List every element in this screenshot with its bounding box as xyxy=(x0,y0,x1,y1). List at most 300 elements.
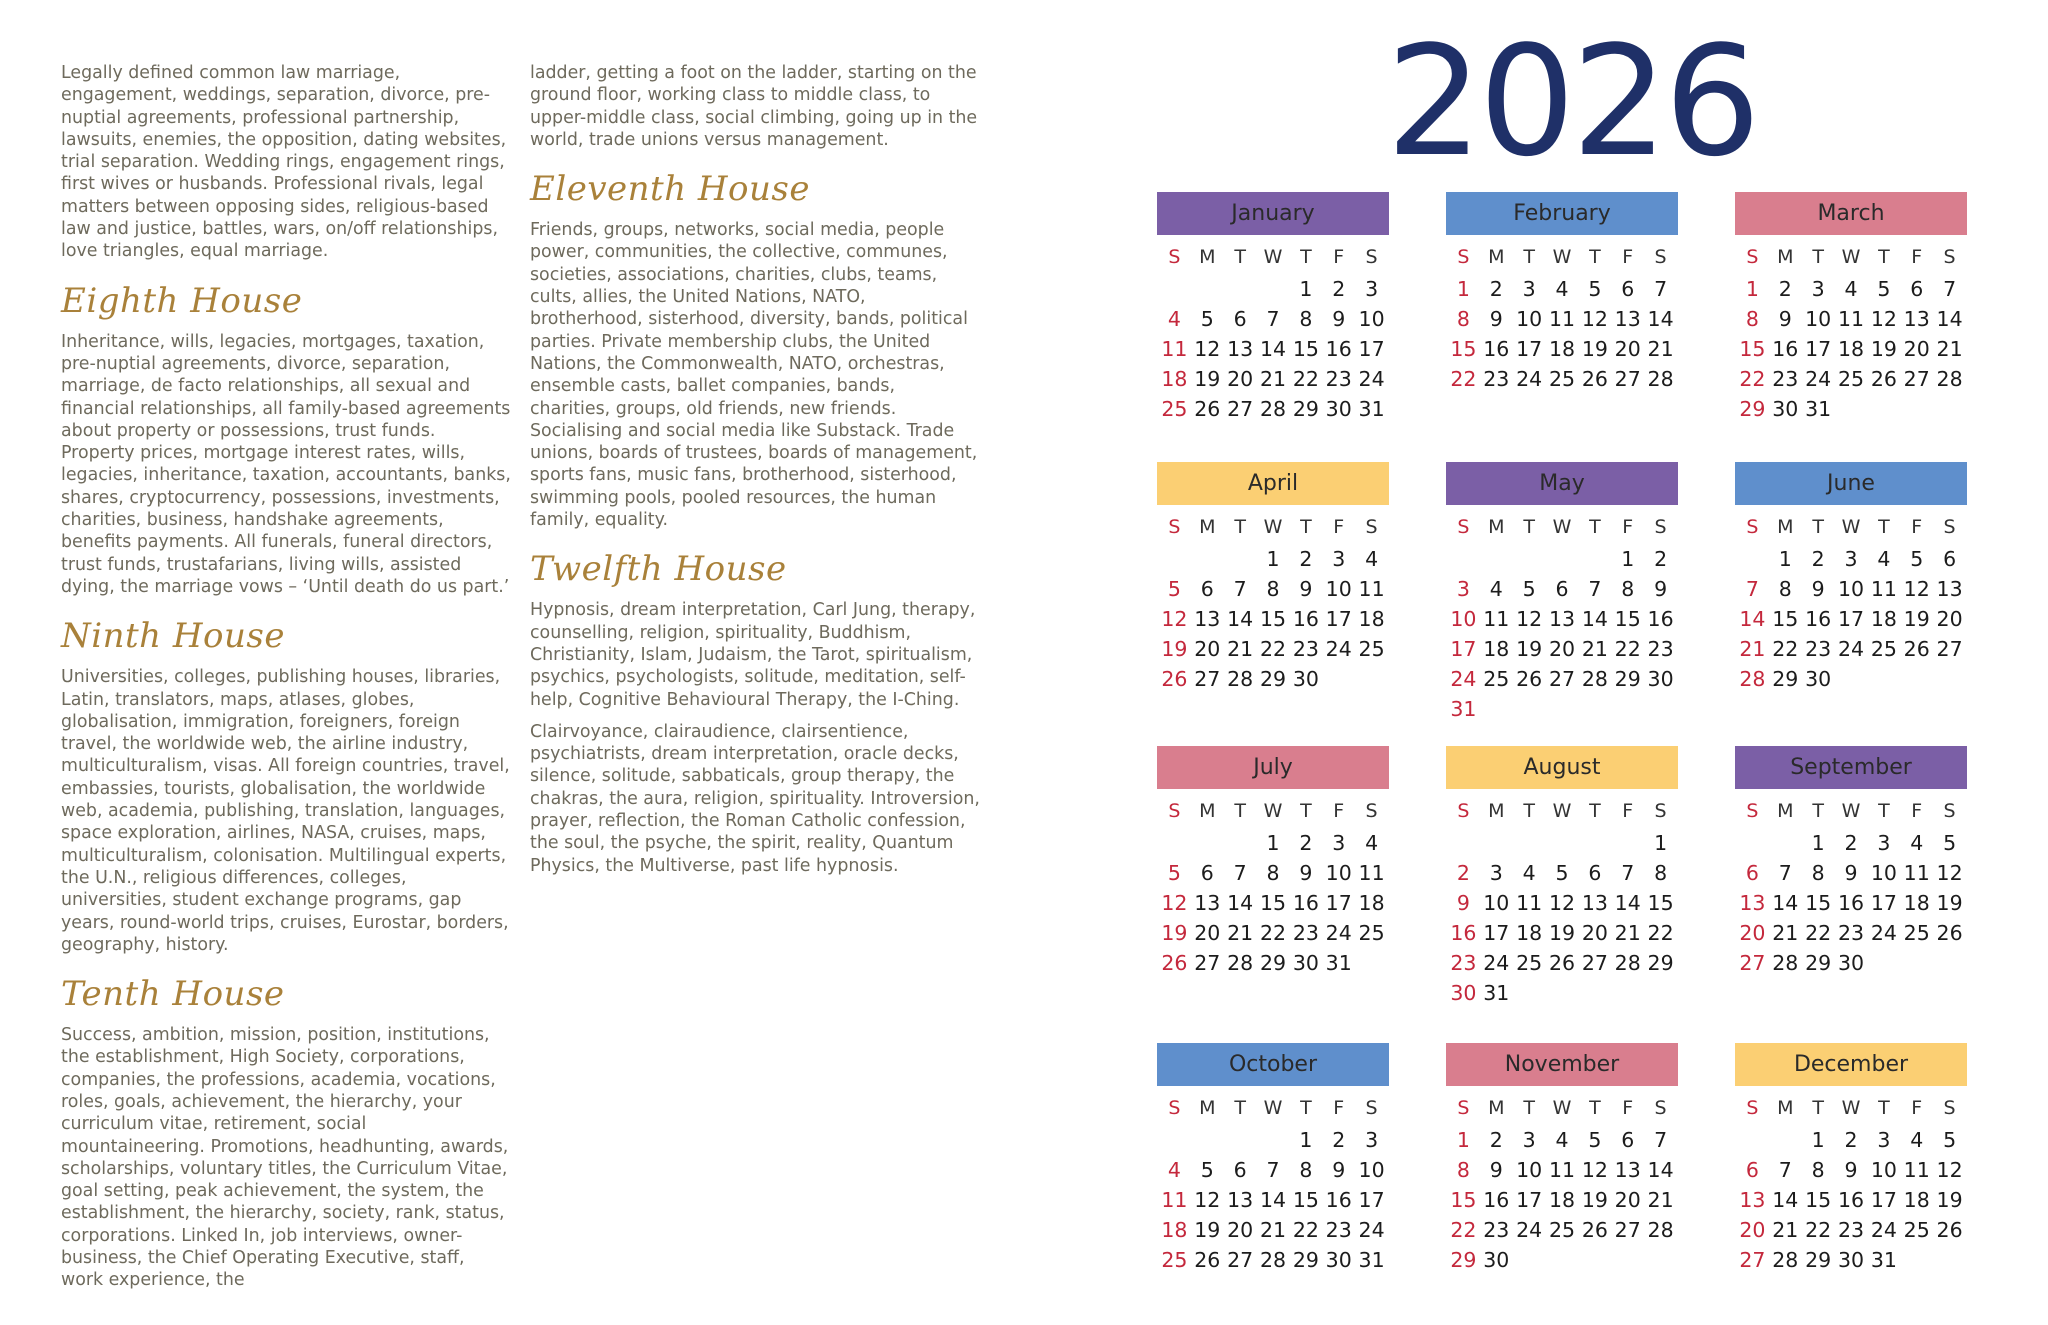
day-cell: 3 xyxy=(1522,1128,1536,1152)
day-cell: 31 xyxy=(1358,1248,1385,1272)
month-header: December xyxy=(1735,1043,1967,1086)
day-cell: 25 xyxy=(1903,921,1930,945)
day-cell: 18 xyxy=(1548,337,1576,361)
day-cell: 24 xyxy=(1516,367,1543,391)
day-cell: 25 xyxy=(1516,951,1543,975)
day-cell: 21 xyxy=(1227,637,1254,661)
week-row xyxy=(1158,858,1388,888)
house-heading: Tenth House xyxy=(61,974,285,1015)
empty-day-cell xyxy=(1546,828,1579,858)
day-cell: 4 xyxy=(1555,277,1569,301)
weekday-label: T xyxy=(1878,1097,1890,1119)
weekday-label: S xyxy=(1746,246,1759,268)
day-cell: 4 xyxy=(1167,1158,1181,1182)
day-cell: 7 xyxy=(1943,277,1957,301)
weekday-header-row xyxy=(1158,1091,1388,1125)
day-cell: 23 xyxy=(1325,1218,1352,1242)
day-cell: 11 xyxy=(1837,307,1865,331)
day-cell: 17 xyxy=(1325,891,1352,915)
empty-day-cell xyxy=(1900,1245,1933,1275)
week-row xyxy=(1736,604,1966,634)
day-cell: 21 xyxy=(1259,367,1287,391)
day-cell: 25 xyxy=(1837,367,1865,391)
day-cell: 18 xyxy=(1903,1188,1930,1212)
empty-day-cell xyxy=(1546,1245,1579,1275)
day-cell: 16 xyxy=(1483,337,1510,361)
empty-day-cell xyxy=(1611,694,1644,724)
week-row xyxy=(1158,334,1388,364)
empty-day-cell xyxy=(1480,544,1513,574)
weekday-label: S xyxy=(1365,1097,1378,1119)
month-may xyxy=(1446,462,1678,724)
week-row xyxy=(1158,544,1388,574)
day-cell: 13 xyxy=(1614,1158,1641,1182)
day-cell: 27 xyxy=(1739,951,1766,975)
empty-day-cell xyxy=(1867,394,1900,424)
day-cell: 27 xyxy=(1194,667,1221,691)
day-cell: 25 xyxy=(1483,667,1510,691)
weekday-label: W xyxy=(1263,1097,1283,1119)
week-row xyxy=(1158,1215,1388,1245)
day-cell: 13 xyxy=(1194,891,1221,915)
week-row xyxy=(1447,604,1677,634)
day-cell: 25 xyxy=(1870,637,1897,661)
day-cell: 24 xyxy=(1450,667,1477,691)
day-cell: 12 xyxy=(1548,891,1576,915)
day-cell: 26 xyxy=(1194,397,1221,421)
empty-day-cell xyxy=(1322,664,1355,694)
day-cell: 22 xyxy=(1450,367,1477,391)
empty-day-cell xyxy=(1611,828,1644,858)
day-cell: 18 xyxy=(1837,337,1865,361)
day-cell: 21 xyxy=(1772,921,1799,945)
weekday-label: F xyxy=(1333,246,1345,268)
weekday-header-row xyxy=(1736,794,1966,828)
day-cell: 15 xyxy=(1259,607,1287,631)
day-cell: 18 xyxy=(1903,891,1930,915)
empty-day-cell xyxy=(1447,828,1480,858)
day-cell: 7 xyxy=(1654,277,1668,301)
empty-day-cell xyxy=(1611,1245,1644,1275)
day-cell: 5 xyxy=(1877,277,1891,301)
day-cell: 31 xyxy=(1483,981,1510,1005)
day-cell: 16 xyxy=(1772,337,1799,361)
day-cell: 15 xyxy=(1805,891,1832,915)
day-cell: 20 xyxy=(1903,337,1930,361)
day-cell: 3 xyxy=(1811,277,1825,301)
weekday-header-row xyxy=(1736,510,1966,544)
weekday-label: T xyxy=(1523,246,1535,268)
month-april xyxy=(1157,462,1389,694)
day-cell: 8 xyxy=(1778,577,1792,601)
empty-day-cell xyxy=(1513,544,1546,574)
day-grid xyxy=(1736,794,1966,978)
day-cell: 2 xyxy=(1844,1128,1858,1152)
week-row xyxy=(1447,918,1677,948)
week-row xyxy=(1447,1215,1677,1245)
day-cell: 16 xyxy=(1325,337,1352,361)
day-cell: 18 xyxy=(1161,1218,1188,1242)
weekday-label: W xyxy=(1841,516,1861,538)
week-row xyxy=(1736,1155,1966,1185)
day-cell: 11 xyxy=(1161,1188,1188,1212)
day-cell: 30 xyxy=(1837,951,1865,975)
day-cell: 27 xyxy=(1936,637,1963,661)
day-cell: 5 xyxy=(1910,547,1924,571)
day-cell: 21 xyxy=(1581,637,1608,661)
weekday-header-row xyxy=(1158,794,1388,828)
day-cell: 3 xyxy=(1489,861,1503,885)
day-cell: 6 xyxy=(1555,577,1569,601)
month-august xyxy=(1446,746,1678,1008)
day-cell: 7 xyxy=(1778,861,1792,885)
day-cell: 9 xyxy=(1489,1158,1503,1182)
empty-day-cell xyxy=(1546,694,1579,724)
day-cell: 21 xyxy=(1739,637,1766,661)
day-cell: 2 xyxy=(1489,1128,1503,1152)
month-header: April xyxy=(1157,462,1389,505)
weekday-label: T xyxy=(1234,516,1246,538)
day-cell: 11 xyxy=(1870,577,1897,601)
week-row xyxy=(1447,634,1677,664)
weekday-label: T xyxy=(1300,516,1312,538)
weekday-label: S xyxy=(1365,246,1378,268)
weekday-label: S xyxy=(1654,1097,1667,1119)
day-cell: 18 xyxy=(1516,921,1543,945)
day-cell: 7 xyxy=(1745,577,1759,601)
weekday-label: S xyxy=(1365,800,1378,822)
weekday-label: S xyxy=(1746,516,1759,538)
day-cell: 16 xyxy=(1325,1188,1352,1212)
day-cell: 12 xyxy=(1516,607,1543,631)
day-cell: 27 xyxy=(1739,1248,1766,1272)
day-cell: 18 xyxy=(1870,607,1897,631)
weekday-label: T xyxy=(1234,246,1246,268)
empty-day-cell xyxy=(1513,694,1546,724)
day-cell: 15 xyxy=(1292,337,1319,361)
week-row xyxy=(1447,364,1677,394)
day-cell: 21 xyxy=(1936,337,1963,361)
day-cell: 12 xyxy=(1870,307,1897,331)
day-cell: 30 xyxy=(1837,1248,1865,1272)
weekday-label: S xyxy=(1168,516,1181,538)
weekday-label: S xyxy=(1654,800,1667,822)
day-cell: 22 xyxy=(1805,921,1832,945)
day-cell: 8 xyxy=(1299,1158,1313,1182)
calendar-year: 2026 xyxy=(1386,13,1757,190)
weekday-label: W xyxy=(1263,516,1283,538)
day-cell: 27 xyxy=(1227,1248,1254,1272)
week-row xyxy=(1447,334,1677,364)
day-cell: 10 xyxy=(1805,307,1832,331)
weekday-label: T xyxy=(1300,1097,1312,1119)
day-cell: 16 xyxy=(1450,921,1477,945)
weekday-label: S xyxy=(1457,516,1470,538)
day-cell: 15 xyxy=(1739,337,1766,361)
body-paragraph: Inheritance, wills, legacies, mortgages, taxation, pre-nuptial agreements, divorce, separation, marriage, de facto relationships, all sexual and financial relationships, all family-based agreements about property or possessions, trust funds. Property prices, mortgage interest rates, wills, legacies, inheritance, taxation, accountants, banks, shares, cryptocurrency, possessions, investments, charities, business, handshake agreements, benefits payments. All funerals, funeral directors, trust funds, trustafarians, living wills, assisted dying, the marriage vows – ‘Until death do us part.’ xyxy=(61,331,511,597)
weekday-label: T xyxy=(1523,516,1535,538)
day-cell: 27 xyxy=(1614,367,1641,391)
weekday-label: T xyxy=(1812,516,1824,538)
month-september xyxy=(1735,746,1967,978)
body-paragraph: ladder, getting a foot on the ladder, starting on the ground floor, working class to middle class, to upper-middle class, social climbing, going up in the world, trade unions versus management. xyxy=(530,63,978,150)
day-cell: 11 xyxy=(1358,577,1385,601)
day-cell: 12 xyxy=(1161,607,1188,631)
empty-day-cell xyxy=(1191,274,1224,304)
day-cell: 20 xyxy=(1739,921,1766,945)
day-cell: 23 xyxy=(1805,637,1832,661)
weekday-label: T xyxy=(1812,1097,1824,1119)
day-cell: 23 xyxy=(1292,637,1319,661)
month-header: June xyxy=(1735,462,1967,505)
day-cell: 20 xyxy=(1194,637,1221,661)
day-cell: 6 xyxy=(1200,861,1214,885)
day-cell: 9 xyxy=(1332,1158,1346,1182)
day-cell: 2 xyxy=(1654,547,1668,571)
week-row xyxy=(1447,304,1677,334)
weekday-label: F xyxy=(1622,1097,1634,1119)
day-cell: 23 xyxy=(1772,367,1799,391)
day-cell: 25 xyxy=(1548,1218,1576,1242)
empty-day-cell xyxy=(1158,544,1191,574)
day-cell: 1 xyxy=(1456,277,1470,301)
day-cell: 27 xyxy=(1903,367,1930,391)
day-cell: 15 xyxy=(1450,337,1477,361)
day-cell: 7 xyxy=(1588,577,1602,601)
empty-day-cell xyxy=(1546,544,1579,574)
day-cell: 11 xyxy=(1903,861,1930,885)
week-row xyxy=(1158,604,1388,634)
day-cell: 15 xyxy=(1292,1188,1319,1212)
week-row xyxy=(1447,694,1677,724)
empty-day-cell xyxy=(1158,828,1191,858)
day-cell: 5 xyxy=(1555,861,1569,885)
week-row xyxy=(1447,274,1677,304)
day-cell: 23 xyxy=(1292,921,1319,945)
day-cell: 29 xyxy=(1614,667,1641,691)
day-cell: 24 xyxy=(1805,367,1832,391)
day-cell: 5 xyxy=(1588,277,1602,301)
weekday-label: W xyxy=(1552,246,1572,268)
day-cell: 20 xyxy=(1614,1188,1641,1212)
weekday-label: T xyxy=(1812,246,1824,268)
day-cell: 16 xyxy=(1805,607,1832,631)
weekday-header-row xyxy=(1447,510,1677,544)
day-cell: 6 xyxy=(1233,1158,1247,1182)
month-header: August xyxy=(1446,746,1678,789)
day-cell: 8 xyxy=(1621,577,1635,601)
day-cell: 31 xyxy=(1450,697,1477,721)
empty-day-cell xyxy=(1447,544,1480,574)
day-cell: 26 xyxy=(1936,1218,1963,1242)
day-cell: 17 xyxy=(1483,921,1510,945)
week-row xyxy=(1736,828,1966,858)
body-paragraph: Legally defined common law marriage, engagement, weddings, separation, divorce, pre-nuptial agreements, professional partnership, lawsuits, enemies, the opposition, dating websites, trial separation. Wedding rings, engagement rings, first wives or husbands. Professional rivals, legal matters between opposing sides, religious-based law and justice, battles, wars, on/off relationships, love triangles, equal marriage. xyxy=(61,63,507,262)
weekday-label: S xyxy=(1943,516,1956,538)
weekday-label: T xyxy=(1523,1097,1535,1119)
week-row xyxy=(1158,888,1388,918)
day-cell: 16 xyxy=(1837,891,1865,915)
day-cell: 24 xyxy=(1516,1218,1543,1242)
weekday-label: F xyxy=(1911,800,1923,822)
day-grid xyxy=(1736,1091,1966,1275)
day-cell: 26 xyxy=(1194,1248,1221,1272)
month-header: September xyxy=(1735,746,1967,789)
empty-day-cell xyxy=(1933,664,1966,694)
empty-day-cell xyxy=(1644,978,1677,1008)
weekday-label: M xyxy=(1488,800,1505,822)
day-cell: 6 xyxy=(1621,277,1635,301)
day-grid xyxy=(1158,510,1388,694)
body-paragraph: Universities, colleges, publishing houses, libraries, Latin, translators, maps, atlases, globes, globalisation, immigration, foreigners, foreign travel, the worldwide web, the airline industry, multiculturalism, visas. All foreign countries, travel, embassies, tourists, globalisation, the worldwide web, academia, publishing, translation, languages, space exploration, airlines, NASA, cruises, maps, multiculturalism, colonisation. Multilingual experts, the U.N., religious differences, colleges, universities, student exchange programs, gap years, round-world trips, cruises, Eurostar, borders, geography, history. xyxy=(61,667,510,955)
day-cell: 31 xyxy=(1870,1248,1897,1272)
day-cell: 22 xyxy=(1772,637,1799,661)
empty-day-cell xyxy=(1644,694,1677,724)
day-cell: 22 xyxy=(1450,1218,1477,1242)
day-cell: 25 xyxy=(1161,397,1188,421)
day-cell: 18 xyxy=(1548,1188,1576,1212)
day-grid xyxy=(1158,1091,1388,1275)
day-cell: 17 xyxy=(1837,607,1865,631)
weekday-label: W xyxy=(1263,800,1283,822)
day-cell: 30 xyxy=(1772,397,1799,421)
week-row xyxy=(1158,304,1388,334)
weekday-label: M xyxy=(1777,1097,1794,1119)
week-row xyxy=(1736,948,1966,978)
day-cell: 29 xyxy=(1259,951,1287,975)
empty-day-cell xyxy=(1546,978,1579,1008)
day-cell: 27 xyxy=(1581,951,1608,975)
day-cell: 8 xyxy=(1654,861,1668,885)
empty-day-cell xyxy=(1900,948,1933,978)
day-cell: 2 xyxy=(1332,277,1346,301)
empty-day-cell xyxy=(1224,1125,1257,1155)
day-cell: 15 xyxy=(1805,1188,1832,1212)
empty-day-cell xyxy=(1867,664,1900,694)
weekday-label: F xyxy=(1622,800,1634,822)
day-grid xyxy=(1447,794,1677,1008)
empty-day-cell xyxy=(1257,1125,1290,1155)
day-cell: 15 xyxy=(1647,891,1674,915)
week-row xyxy=(1158,364,1388,394)
day-cell: 20 xyxy=(1936,607,1963,631)
day-cell: 13 xyxy=(1548,607,1576,631)
day-cell: 5 xyxy=(1943,1128,1957,1152)
day-cell: 24 xyxy=(1325,921,1352,945)
body-paragraph: Clairvoyance, clairaudience, clairsentience, psychiatrists, dream interpretation, oracle decks, silence, solitude, sabbaticals, group therapy, the chakras, the aura, religion, spirituality. Introversion, prayer, reflection, the Roman Catholic confession, the soul, the psyche, the spirit, reality, Quantum Physics, the Multiverse, past life hypnosis. xyxy=(530,721,980,876)
day-cell: 21 xyxy=(1614,921,1641,945)
empty-day-cell xyxy=(1900,664,1933,694)
day-cell: 4 xyxy=(1489,577,1503,601)
day-cell: 23 xyxy=(1450,951,1477,975)
day-cell: 17 xyxy=(1870,891,1897,915)
weekday-label: S xyxy=(1457,246,1470,268)
day-cell: 6 xyxy=(1200,577,1214,601)
day-cell: 6 xyxy=(1943,547,1957,571)
day-cell: 24 xyxy=(1325,637,1352,661)
week-row xyxy=(1736,274,1966,304)
day-cell: 1 xyxy=(1811,831,1825,855)
week-row xyxy=(1447,1155,1677,1185)
day-cell: 9 xyxy=(1299,861,1313,885)
day-cell: 23 xyxy=(1837,921,1865,945)
weekday-label: T xyxy=(1523,800,1535,822)
day-cell: 25 xyxy=(1903,1218,1930,1242)
day-cell: 26 xyxy=(1161,951,1188,975)
day-cell: 5 xyxy=(1588,1128,1602,1152)
month-header: May xyxy=(1446,462,1678,505)
weekday-label: F xyxy=(1333,1097,1345,1119)
day-cell: 14 xyxy=(1772,1188,1799,1212)
day-grid xyxy=(1736,510,1966,694)
day-cell: 16 xyxy=(1483,1188,1510,1212)
left-text-column xyxy=(61,62,511,1302)
day-cell: 14 xyxy=(1647,1158,1674,1182)
empty-day-cell xyxy=(1578,978,1611,1008)
day-cell: 17 xyxy=(1325,607,1352,631)
day-cell: 13 xyxy=(1194,607,1221,631)
weekday-header-row xyxy=(1447,1091,1677,1125)
empty-day-cell xyxy=(1191,544,1224,574)
empty-day-cell xyxy=(1933,948,1966,978)
weekday-label: W xyxy=(1552,516,1572,538)
day-cell: 6 xyxy=(1233,307,1247,331)
day-cell: 29 xyxy=(1647,951,1674,975)
day-cell: 13 xyxy=(1227,337,1254,361)
day-cell: 14 xyxy=(1259,1188,1287,1212)
weekday-label: T xyxy=(1589,1097,1601,1119)
day-cell: 18 xyxy=(1358,891,1385,915)
day-cell: 10 xyxy=(1837,577,1865,601)
week-row xyxy=(1158,828,1388,858)
weekday-label: F xyxy=(1622,516,1634,538)
day-cell: 4 xyxy=(1365,547,1379,571)
day-cell: 6 xyxy=(1910,277,1924,301)
body-paragraph: Success, ambition, mission, position, institutions, the establishment, High Society, corporations, companies, the professions, academia, vocations, roles, goals, achievement, the hierarchy, your curriculum vitae, retirement, social mountaineering. Promotions, headhunting, awards, scholarships, voluntary titles, the Curriculum Vitae, goal setting, peak achievement, the system, the establishment, the hierarchy, society, rank, status, corporations. Linked In, job interviews, owner-business, the Chief Operating Executive, staff, work experience, the xyxy=(61,1025,509,1291)
day-cell: 6 xyxy=(1588,861,1602,885)
week-row xyxy=(1158,274,1388,304)
day-cell: 20 xyxy=(1227,367,1254,391)
empty-day-cell xyxy=(1257,274,1290,304)
day-cell: 14 xyxy=(1227,607,1254,631)
day-cell: 27 xyxy=(1614,1218,1641,1242)
day-cell: 4 xyxy=(1365,831,1379,855)
day-cell: 20 xyxy=(1194,921,1221,945)
day-cell: 19 xyxy=(1581,337,1608,361)
day-cell: 25 xyxy=(1161,1248,1188,1272)
house-heading: Eighth House xyxy=(61,280,303,321)
day-cell: 2 xyxy=(1456,861,1470,885)
day-cell: 19 xyxy=(1581,1188,1608,1212)
day-cell: 4 xyxy=(1910,831,1924,855)
day-cell: 15 xyxy=(1259,891,1287,915)
day-cell: 20 xyxy=(1739,1218,1766,1242)
day-cell: 22 xyxy=(1292,367,1319,391)
day-cell: 28 xyxy=(1647,1218,1674,1242)
day-grid xyxy=(1158,240,1388,424)
day-cell: 2 xyxy=(1332,1128,1346,1152)
day-cell: 28 xyxy=(1259,1248,1287,1272)
day-cell: 3 xyxy=(1332,547,1346,571)
day-cell: 19 xyxy=(1548,921,1576,945)
weekday-label: M xyxy=(1777,246,1794,268)
day-cell: 5 xyxy=(1943,831,1957,855)
empty-day-cell xyxy=(1513,828,1546,858)
weekday-label: F xyxy=(1333,516,1345,538)
month-header: October xyxy=(1157,1043,1389,1086)
day-cell: 4 xyxy=(1522,861,1536,885)
weekday-label: T xyxy=(1878,800,1890,822)
